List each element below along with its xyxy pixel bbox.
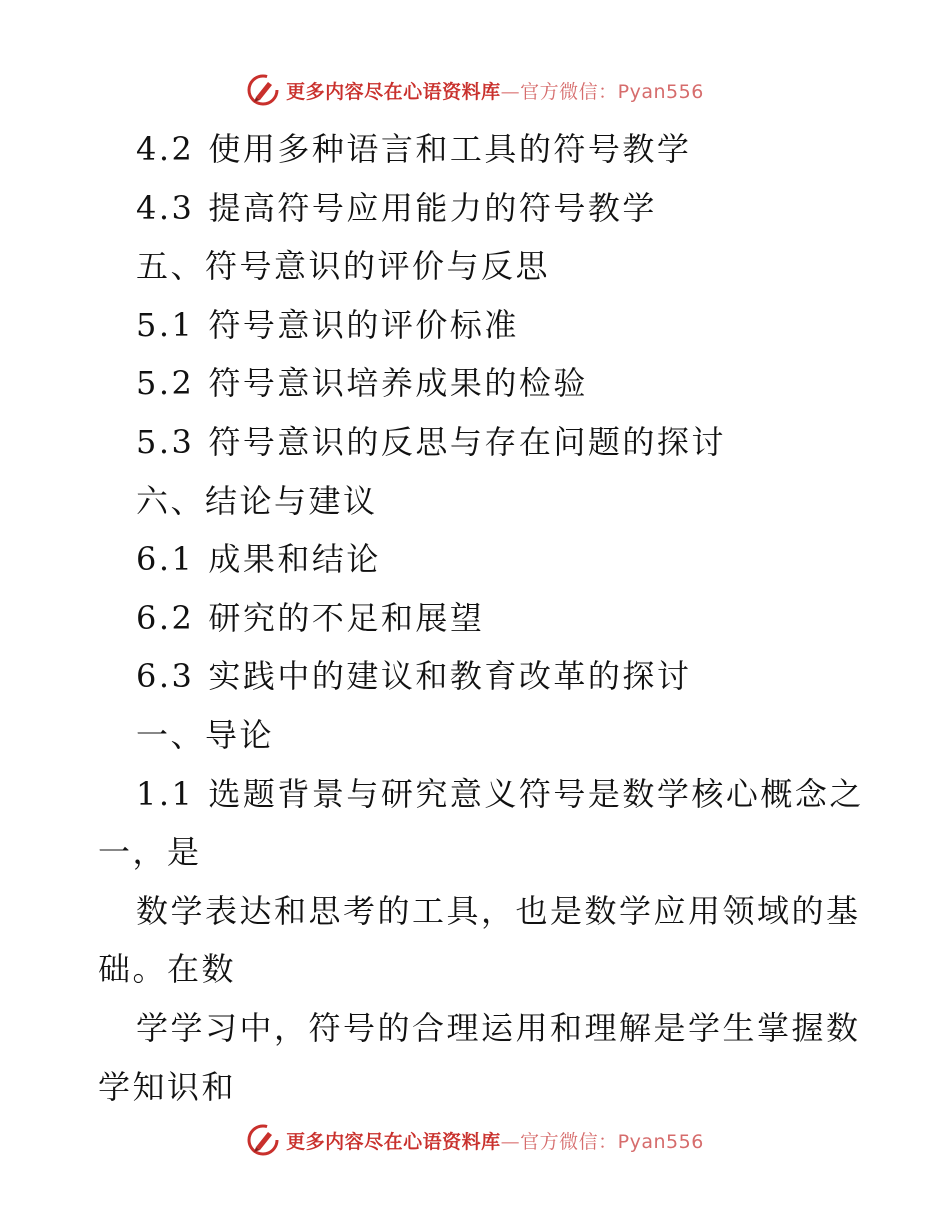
section-text: 符号意识培养成果的检验	[208, 364, 588, 403]
pen-logo-icon	[246, 73, 280, 107]
section-number: 1.1	[136, 774, 195, 813]
pen-logo-icon	[246, 1123, 280, 1157]
paragraph-continuation	[98, 823, 858, 882]
section-number: 5.2	[136, 364, 195, 403]
outline-line-5-1	[98, 296, 858, 355]
section-text: 学学习中，符号的合理运用和理解是学生掌握数	[136, 1008, 861, 1047]
header-banner	[0, 70, 950, 110]
outline-line-6-3	[98, 647, 858, 706]
footer-banner-separator: —	[500, 1130, 521, 1153]
section-text: 实践中的建议和教育改革的探讨	[208, 657, 692, 696]
outline-line-5-3	[98, 413, 858, 472]
outline-line-6-2	[98, 589, 858, 648]
outline-line-4-2	[98, 120, 858, 179]
footer-banner-title: 更多内容尽在心语资料库	[286, 1130, 501, 1153]
section-text: 使用多种语言和工具的符号教学	[208, 130, 692, 168]
document-body	[98, 120, 864, 1116]
section-text: 符号意识的评价标准	[208, 305, 519, 344]
outline-line-6-1	[98, 530, 858, 589]
header-banner-title: 更多内容尽在心语资料库	[286, 80, 501, 103]
outline-line-5-2	[98, 354, 858, 413]
footer-banner-contact: 官方微信：Pyan556	[520, 1130, 704, 1153]
header-banner-contact: 官方微信：Pyan556	[520, 80, 704, 103]
section-text: 数学表达和思考的工具，也是数学应用领域的基	[136, 891, 861, 930]
footer-banner	[0, 1120, 950, 1160]
outline-line-4-3	[98, 179, 858, 238]
section-text: 五、符号意识的评价与反思	[136, 247, 551, 286]
paragraph-continuation	[98, 940, 858, 999]
header-banner-text	[286, 77, 704, 104]
paragraph-line	[98, 999, 861, 1058]
paragraph-line	[98, 882, 861, 941]
section-number: 6.3	[136, 657, 195, 696]
section-text: 成果和结论	[208, 540, 381, 579]
section-text: 学知识和	[98, 1067, 237, 1106]
outline-heading-6	[98, 472, 858, 531]
section-text: 符号意识的反思与存在问题的探讨	[208, 422, 726, 461]
section-text: 研究的不足和展望	[208, 598, 485, 637]
section-text: 提高符号应用能力的符号教学	[208, 188, 657, 227]
paragraph-line-1-1	[98, 765, 864, 824]
section-number: 5.1	[136, 305, 195, 344]
section-text: 一、导论	[136, 715, 275, 754]
section-number: 6.1	[136, 540, 195, 579]
footer-banner-text	[286, 1127, 704, 1154]
header-banner-separator: —	[500, 80, 521, 103]
paragraph-continuation	[98, 1058, 858, 1117]
section-text: 础。在数	[98, 950, 237, 989]
section-number: 4.2	[136, 130, 195, 168]
chapter-heading-1	[98, 706, 858, 765]
section-number: 6.2	[136, 598, 195, 637]
section-number: 5.3	[136, 422, 195, 461]
section-number: 4.3	[136, 188, 195, 227]
section-text: 一，是	[98, 833, 202, 872]
section-text: 选题背景与研究意义符号是数学核心概念之	[208, 774, 864, 813]
outline-heading-5	[98, 237, 858, 296]
section-text: 六、结论与建议	[136, 481, 378, 520]
